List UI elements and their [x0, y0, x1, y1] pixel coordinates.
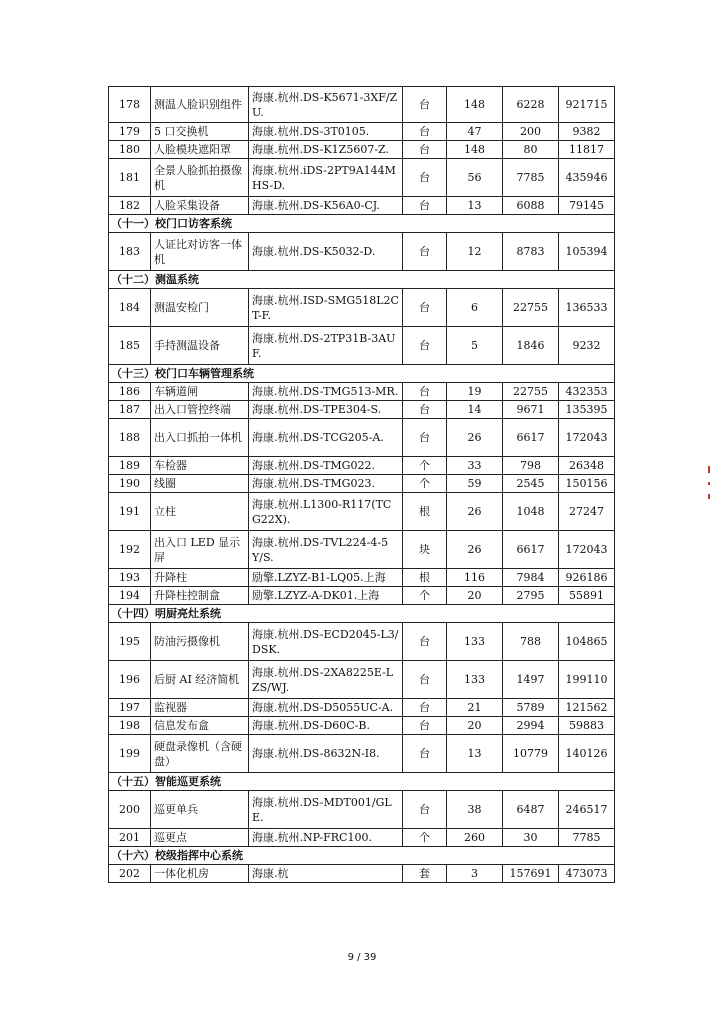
cell-brand-model: 海康.杭州.DS-2XA8225E-LZS/WJ.: [249, 661, 403, 699]
cell-total: 11817: [559, 141, 615, 159]
cell-item-name: 巡更单兵: [151, 791, 249, 829]
cell-unit-price: 9671: [503, 401, 559, 419]
table-row: [109, 87, 615, 123]
cell-total: 246517: [559, 791, 615, 829]
table-row: [109, 383, 615, 401]
cell-index: 184: [109, 289, 151, 327]
cell-unit-price: 2795: [503, 587, 559, 605]
cell-brand-model: 海康.杭州.DS-TCG205-A.: [249, 419, 403, 457]
cell-unit-price: 798: [503, 457, 559, 475]
cell-total: 121562: [559, 699, 615, 717]
cell-index: 182: [109, 197, 151, 215]
cell-total: 59883: [559, 717, 615, 735]
section-title: （十六）校级指挥中心系统: [109, 847, 615, 865]
cell-total: 172043: [559, 531, 615, 569]
cell-unit: 台: [403, 233, 447, 271]
section-title: （十四）明厨亮灶系统: [109, 605, 615, 623]
cell-quantity: 21: [447, 699, 503, 717]
table-row: [109, 661, 615, 699]
cell-quantity: 26: [447, 531, 503, 569]
cell-total: 7785: [559, 829, 615, 847]
cell-index: 198: [109, 717, 151, 735]
section-title: （十二）测温系统: [109, 271, 615, 289]
section-header-row: [109, 271, 615, 289]
cell-quantity: 133: [447, 623, 503, 661]
table-row: [109, 717, 615, 735]
cell-quantity: 13: [447, 735, 503, 773]
cell-index: 202: [109, 865, 151, 883]
cell-item-name: 信息发布盒: [151, 717, 249, 735]
table-row: [109, 829, 615, 847]
table-row: [109, 531, 615, 569]
cell-brand-model: 海康.杭州.DS-TMG023.: [249, 475, 403, 493]
cell-index: 180: [109, 141, 151, 159]
cell-unit: 台: [403, 141, 447, 159]
cell-brand-model: 海康.杭州.DS-K56A0-CJ.: [249, 197, 403, 215]
table-row: [109, 233, 615, 271]
cell-unit-price: 1497: [503, 661, 559, 699]
cell-unit-price: 22755: [503, 383, 559, 401]
cell-item-name: 测温安检门: [151, 289, 249, 327]
cell-index: 189: [109, 457, 151, 475]
cell-item-name: 监视器: [151, 699, 249, 717]
cell-unit-price: 1048: [503, 493, 559, 531]
table-row: [109, 699, 615, 717]
cell-total: 473073: [559, 865, 615, 883]
section-title: （十三）校门口车辆管理系统: [109, 365, 615, 383]
cell-unit: 台: [403, 735, 447, 773]
cell-brand-model: 励擎.LZYZ-A-DK01.上海: [249, 587, 403, 605]
cell-quantity: 56: [447, 159, 503, 197]
table-row: [109, 457, 615, 475]
cell-index: 190: [109, 475, 151, 493]
cell-index: 199: [109, 735, 151, 773]
cell-unit-price: 6617: [503, 419, 559, 457]
cell-item-name: 后厨 AI 经济简机: [151, 661, 249, 699]
cell-total: 55891: [559, 587, 615, 605]
cell-unit: 台: [403, 383, 447, 401]
table-row: [109, 401, 615, 419]
cell-unit: 根: [403, 569, 447, 587]
cell-index: 195: [109, 623, 151, 661]
cell-item-name: 线圈: [151, 475, 249, 493]
cell-total: 26348: [559, 457, 615, 475]
cell-unit: 台: [403, 197, 447, 215]
cell-brand-model: 海康.杭州.DS-TPE304-S.: [249, 401, 403, 419]
cell-unit: 块: [403, 531, 447, 569]
cell-unit: 台: [403, 327, 447, 365]
cell-brand-model: 海康.杭州.DS-K5671-3XF/ZU.: [249, 87, 403, 123]
cell-unit: 台: [403, 123, 447, 141]
cell-total: 9382: [559, 123, 615, 141]
cell-unit: 个: [403, 587, 447, 605]
cell-unit: 台: [403, 623, 447, 661]
cell-quantity: 12: [447, 233, 503, 271]
cell-brand-model: 海康.杭州.ISD-SMG518L2CT-F.: [249, 289, 403, 327]
cell-brand-model: 海康.杭州.DS-K5032-D.: [249, 233, 403, 271]
cell-quantity: 148: [447, 141, 503, 159]
cell-index: 201: [109, 829, 151, 847]
cell-item-name: 全景人脸抓拍摄像机: [151, 159, 249, 197]
cell-brand-model: 海康.杭州.DS-TMG022.: [249, 457, 403, 475]
section-header-row: [109, 773, 615, 791]
cell-index: 188: [109, 419, 151, 457]
cell-total: 140126: [559, 735, 615, 773]
cell-quantity: 116: [447, 569, 503, 587]
cell-index: 197: [109, 699, 151, 717]
table-row: [109, 141, 615, 159]
cell-unit-price: 788: [503, 623, 559, 661]
cell-item-name: 手持测温设备: [151, 327, 249, 365]
cell-brand-model: 海康.杭州.DS-8632N-I8.: [249, 735, 403, 773]
cell-item-name: 防油污摄像机: [151, 623, 249, 661]
table-row: [109, 327, 615, 365]
cell-index: 181: [109, 159, 151, 197]
cell-brand-model: 海康.杭州.DS-3T0105.: [249, 123, 403, 141]
table-row: [109, 475, 615, 493]
cell-item-name: 硬盘录像机（含硬盘）: [151, 735, 249, 773]
cell-unit-price: 2994: [503, 717, 559, 735]
cell-unit: 个: [403, 829, 447, 847]
cell-brand-model: 海康.杭州.DS-ECD2045-L3/DSK.: [249, 623, 403, 661]
table-row: [109, 419, 615, 457]
cell-brand-model: 海康.杭州.DS-D60C-B.: [249, 717, 403, 735]
cell-quantity: 260: [447, 829, 503, 847]
cell-quantity: 13: [447, 197, 503, 215]
cell-brand-model: 海康.杭州.L1300-R117(TCG22X).: [249, 493, 403, 531]
table-row: [109, 569, 615, 587]
cell-quantity: 5: [447, 327, 503, 365]
cell-index: 183: [109, 233, 151, 271]
section-header-row: [109, 847, 615, 865]
cell-unit: 个: [403, 475, 447, 493]
cell-brand-model: 海康.杭州.DS-TMG513-MR.: [249, 383, 403, 401]
cell-unit: 台: [403, 159, 447, 197]
table-row: [109, 735, 615, 773]
cell-item-name: 一体化机房: [151, 865, 249, 883]
cell-index: 191: [109, 493, 151, 531]
cell-total: 921715: [559, 87, 615, 123]
cell-unit: 台: [403, 699, 447, 717]
cell-item-name: 人脸采集设备: [151, 197, 249, 215]
cell-total: 27247: [559, 493, 615, 531]
cell-item-name: 5 口交换机: [151, 123, 249, 141]
cell-total: 135395: [559, 401, 615, 419]
cell-index: 178: [109, 87, 151, 123]
cell-quantity: 148: [447, 87, 503, 123]
cell-quantity: 19: [447, 383, 503, 401]
cell-unit: 台: [403, 791, 447, 829]
cell-quantity: 6: [447, 289, 503, 327]
cell-item-name: 人脸模块遮阳罩: [151, 141, 249, 159]
cell-index: 200: [109, 791, 151, 829]
cell-quantity: 47: [447, 123, 503, 141]
cell-quantity: 3: [447, 865, 503, 883]
cell-unit-price: 6088: [503, 197, 559, 215]
cell-item-name: 出入口抓拍一体机: [151, 419, 249, 457]
cell-item-name: 车辆道闸: [151, 383, 249, 401]
cell-brand-model: 海康.杭州.DS-MDT001/GLE.: [249, 791, 403, 829]
cell-index: 196: [109, 661, 151, 699]
cell-unit-price: 6487: [503, 791, 559, 829]
section-title: （十五）智能巡更系统: [109, 773, 615, 791]
table-row: [109, 791, 615, 829]
cell-brand-model: 海康.杭州.DS-TVL224-4-5Y/S.: [249, 531, 403, 569]
cell-unit-price: 22755: [503, 289, 559, 327]
cell-index: 193: [109, 569, 151, 587]
cell-quantity: 26: [447, 493, 503, 531]
cell-unit-price: 200: [503, 123, 559, 141]
cell-unit-price: 1846: [503, 327, 559, 365]
table-row: [109, 865, 615, 883]
cell-unit-price: 6617: [503, 531, 559, 569]
section-header-row: [109, 215, 615, 233]
cell-total: 150156: [559, 475, 615, 493]
cell-unit: 套: [403, 865, 447, 883]
cell-unit-price: 6228: [503, 87, 559, 123]
cell-item-name: 立柱: [151, 493, 249, 531]
cell-unit-price: 7785: [503, 159, 559, 197]
section-title: （十一）校门口访客系统: [109, 215, 615, 233]
cell-item-name: 出入口 LED 显示屏: [151, 531, 249, 569]
table-row: [109, 159, 615, 197]
cell-unit-price: 30: [503, 829, 559, 847]
cell-index: 186: [109, 383, 151, 401]
cell-quantity: 26: [447, 419, 503, 457]
cell-quantity: 133: [447, 661, 503, 699]
table-row: [109, 289, 615, 327]
cell-total: 105394: [559, 233, 615, 271]
table-row: [109, 623, 615, 661]
table-row: [109, 493, 615, 531]
page-number: 9 / 39: [347, 952, 377, 963]
cell-unit: 个: [403, 457, 447, 475]
cell-total: 926186: [559, 569, 615, 587]
cell-item-name: 人证比对访客一体机: [151, 233, 249, 271]
cell-total: 79145: [559, 197, 615, 215]
table-row: [109, 587, 615, 605]
table-row: [109, 197, 615, 215]
cell-item-name: 出入口管控终端: [151, 401, 249, 419]
cell-item-name: 升降柱控制盒: [151, 587, 249, 605]
cell-unit: 台: [403, 661, 447, 699]
cell-index: 194: [109, 587, 151, 605]
cell-total: 172043: [559, 419, 615, 457]
cell-quantity: 38: [447, 791, 503, 829]
page-edge-marks: [708, 466, 712, 508]
cell-total: 136533: [559, 289, 615, 327]
cell-brand-model: 海康.杭: [249, 865, 403, 883]
cell-brand-model: 海康.杭州.DS-D5055UC-A.: [249, 699, 403, 717]
cell-item-name: 升降柱: [151, 569, 249, 587]
equipment-price-table: [108, 86, 615, 883]
cell-unit-price: 8783: [503, 233, 559, 271]
cell-quantity: 14: [447, 401, 503, 419]
cell-item-name: 车检器: [151, 457, 249, 475]
cell-total: 9232: [559, 327, 615, 365]
cell-unit-price: 157691: [503, 865, 559, 883]
section-header-row: [109, 365, 615, 383]
section-header-row: [109, 605, 615, 623]
cell-total: 104865: [559, 623, 615, 661]
cell-index: 179: [109, 123, 151, 141]
cell-index: 185: [109, 327, 151, 365]
cell-unit-price: 7984: [503, 569, 559, 587]
cell-total: 432353: [559, 383, 615, 401]
cell-unit-price: 10779: [503, 735, 559, 773]
cell-quantity: 20: [447, 587, 503, 605]
cell-index: 187: [109, 401, 151, 419]
cell-unit-price: 5789: [503, 699, 559, 717]
cell-brand-model: 海康.杭州.DS-2TP31B-3AUF.: [249, 327, 403, 365]
cell-unit: 台: [403, 419, 447, 457]
cell-item-name: 巡更点: [151, 829, 249, 847]
cell-total: 199110: [559, 661, 615, 699]
cell-unit-price: 2545: [503, 475, 559, 493]
cell-quantity: 59: [447, 475, 503, 493]
cell-brand-model: 励擎.LZYZ-B1-LQ05.上海: [249, 569, 403, 587]
cell-item-name: 测温人脸识别组件: [151, 87, 249, 123]
table-body: [109, 87, 615, 883]
cell-brand-model: 海康.杭州.DS-K1Z5607-Z.: [249, 141, 403, 159]
cell-quantity: 20: [447, 717, 503, 735]
cell-unit: 台: [403, 87, 447, 123]
cell-index: 192: [109, 531, 151, 569]
cell-unit: 根: [403, 493, 447, 531]
cell-unit: 台: [403, 289, 447, 327]
cell-total: 435946: [559, 159, 615, 197]
table-row: [109, 123, 615, 141]
cell-unit-price: 80: [503, 141, 559, 159]
cell-brand-model: 海康.杭州.iDS-2PT9A144MHS-D.: [249, 159, 403, 197]
cell-quantity: 33: [447, 457, 503, 475]
cell-brand-model: 海康.杭州.NP-FRC100.: [249, 829, 403, 847]
cell-unit: 台: [403, 717, 447, 735]
cell-unit: 台: [403, 401, 447, 419]
